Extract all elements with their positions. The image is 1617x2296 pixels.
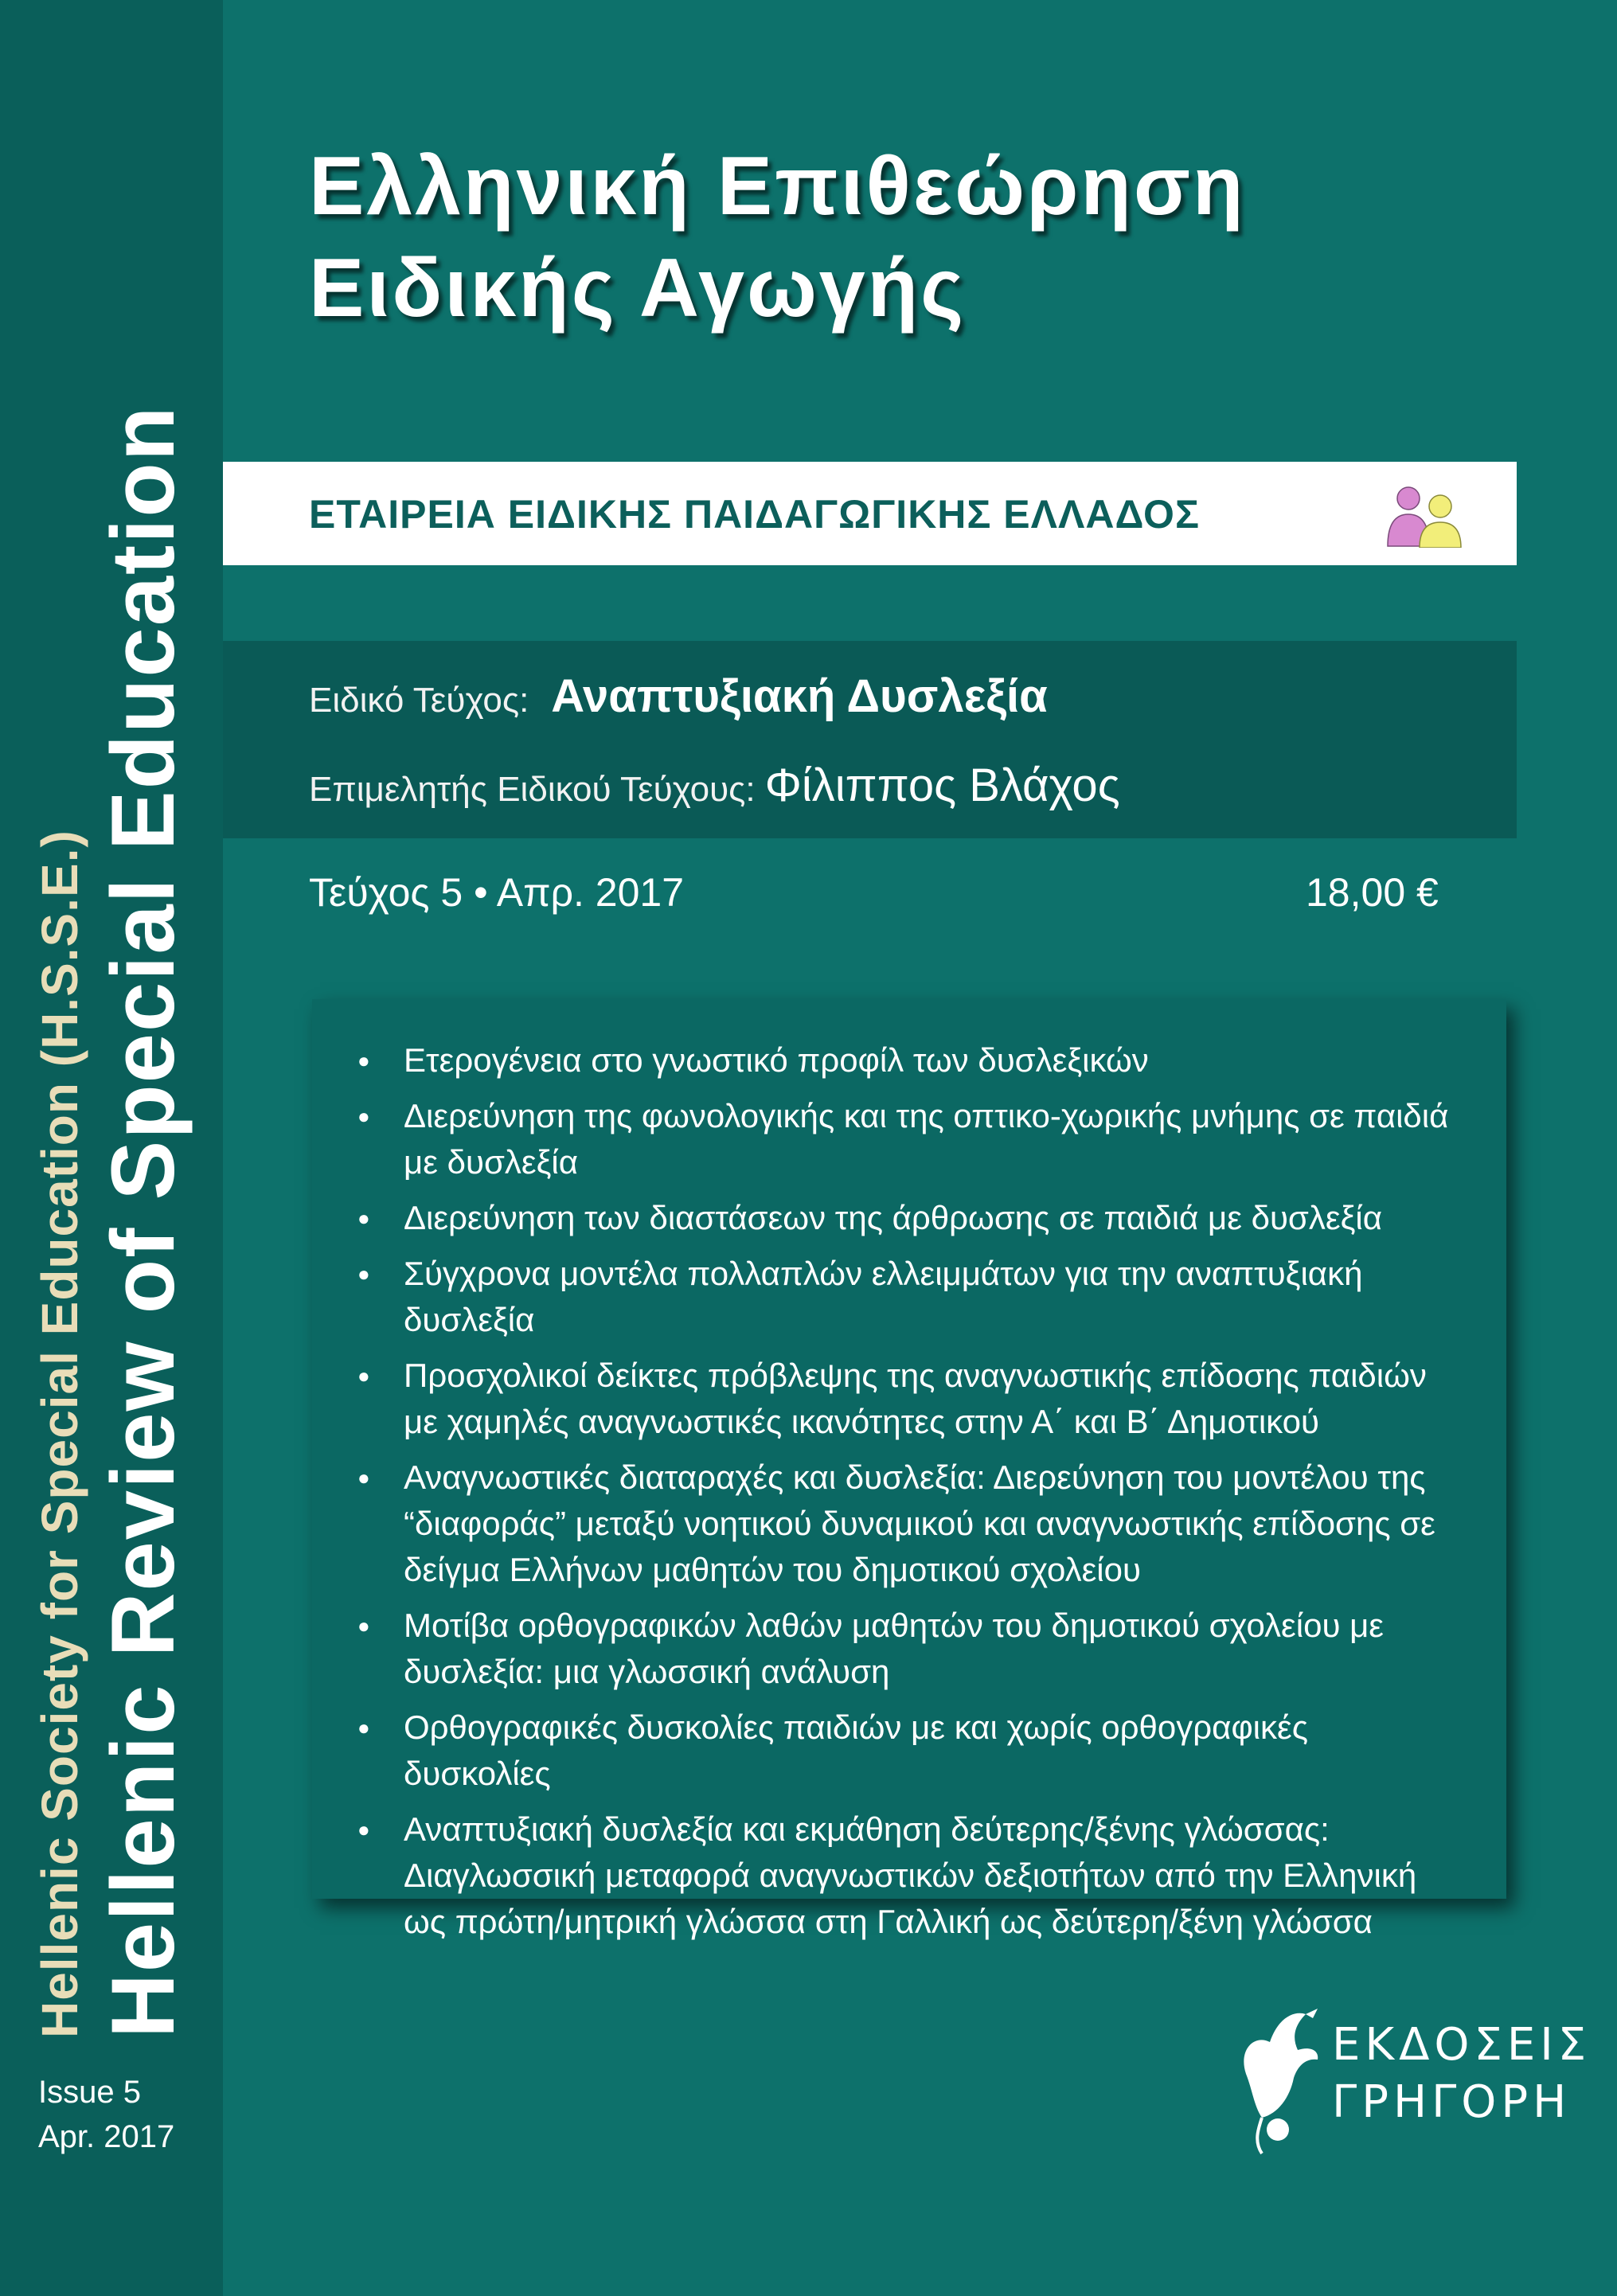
- contents-item: ● Διερεύνηση των διαστάσεων της άρθρωσης σε παιδιά με δυσλεξία: [404, 1195, 1459, 1241]
- contents-item: ● Ετερογένεια στο γνωστικό προφίλ των δυσλεξικών: [404, 1037, 1459, 1084]
- spine-issue-info: [38, 2070, 174, 2159]
- special-issue-row: [309, 670, 1048, 723]
- publisher-line-1: ΕΚΔΟΣΕΙΣ: [1332, 2019, 1592, 2071]
- contents-item: ● Προσχολικοί δείκτες πρόβλεψης της αναγνωστικής επίδοσης παιδιών με χαμηλές αναγνωστικές ικανότητες στην Α΄ και Β΄ Δημοτικού: [404, 1353, 1459, 1445]
- editor-label: Επιμελητής Ειδικού Τεύχους:: [309, 770, 756, 809]
- contents-box: [312, 999, 1506, 1940]
- contents-item: ● Αναγνωστικές διαταραχές και δυσλεξία: Διερεύνηση του μοντέλου της “διαφοράς” μεταξύ νοητικού δυναμικού και αναγνωστικής επίδοσης σε δείγμα Ελλήνων μαθητών του δημοτικού σχολείου: [404, 1455, 1459, 1593]
- special-issue-label: Ειδικό Τεύχος:: [309, 681, 529, 720]
- cover-title: [309, 135, 1246, 339]
- contents-item: ● Σύγχρονα μοντέλα πολλαπλών ελλειμμάτων για την αναπτυξιακή δυσλεξία: [404, 1251, 1459, 1343]
- society-banner: [223, 462, 1517, 565]
- contents-item: ● Ορθογραφικές δυσκολίες παιδιών με και χωρίς ορθογραφικές δυσκολίες: [404, 1704, 1459, 1797]
- editor-name: Φίλιππος Βλάχος: [764, 759, 1120, 811]
- contents-list: [312, 999, 1506, 1945]
- contents-item: ● Αναπτυξιακή δυσλεξία και εκμάθηση δεύτερης/ξένης γλώσσας: Διαγλωσσική μεταφορά αναγνωστικών δεξιοτήτων από την Ελληνική ως πρώτη/μητρική γλώσσα στη Γαλλική ως δεύτερη/ξένη γλώσσα: [404, 1806, 1459, 1945]
- special-issue-box: [223, 641, 1517, 838]
- contents-item: ● Μοτίβα ορθογραφικών λαθών μαθητών του δημοτικού σχολείου με δυσλεξία: μια γλωσσική ανάλυση: [404, 1603, 1459, 1695]
- spine-issue: Issue 5: [38, 2075, 141, 2110]
- issue-price: 18,00 €: [1306, 870, 1439, 915]
- special-issue-title: Αναπτυξιακή Δυσλεξία: [551, 670, 1048, 722]
- spine-date: Apr. 2017: [38, 2119, 175, 2154]
- issue-number-date: Τεύχος 5 • Απρ. 2017: [309, 870, 685, 915]
- spine-text: [28, 127, 195, 2038]
- publisher-name: [1332, 2017, 1591, 2131]
- dove-icon: [1230, 2002, 1326, 2161]
- society-name: ΕΤΑΙΡΕΙΑ ΕΙΔΙΚΗΣ ΠΑΙΔΑΓΩΓΙΚΗΣ ΕΛΛΑΔΟΣ: [309, 492, 1200, 537]
- spine: [0, 0, 223, 2296]
- spine-journal-title: Hellenic Review of Special Education: [93, 404, 193, 2038]
- contents-item: ● Διερεύνηση της φωνολογικής και της οπτικο-χωρικής μνήμης σε παιδιά με δυσλεξία: [404, 1093, 1459, 1185]
- spine-society: Hellenic Society for Special Education (H.S.S.E.): [31, 830, 88, 2038]
- publisher-logo: [1230, 2002, 1592, 2177]
- two-people-icon: [1375, 484, 1471, 548]
- publisher-line-2: ΓΡΗΓΟΡΗ: [1332, 2076, 1572, 2128]
- title-line-2: Ειδικής Αγωγής: [309, 242, 967, 334]
- special-issue-editor-row: [309, 759, 1120, 812]
- title-line-1: Ελληνική Επιθεώρηση: [309, 140, 1246, 232]
